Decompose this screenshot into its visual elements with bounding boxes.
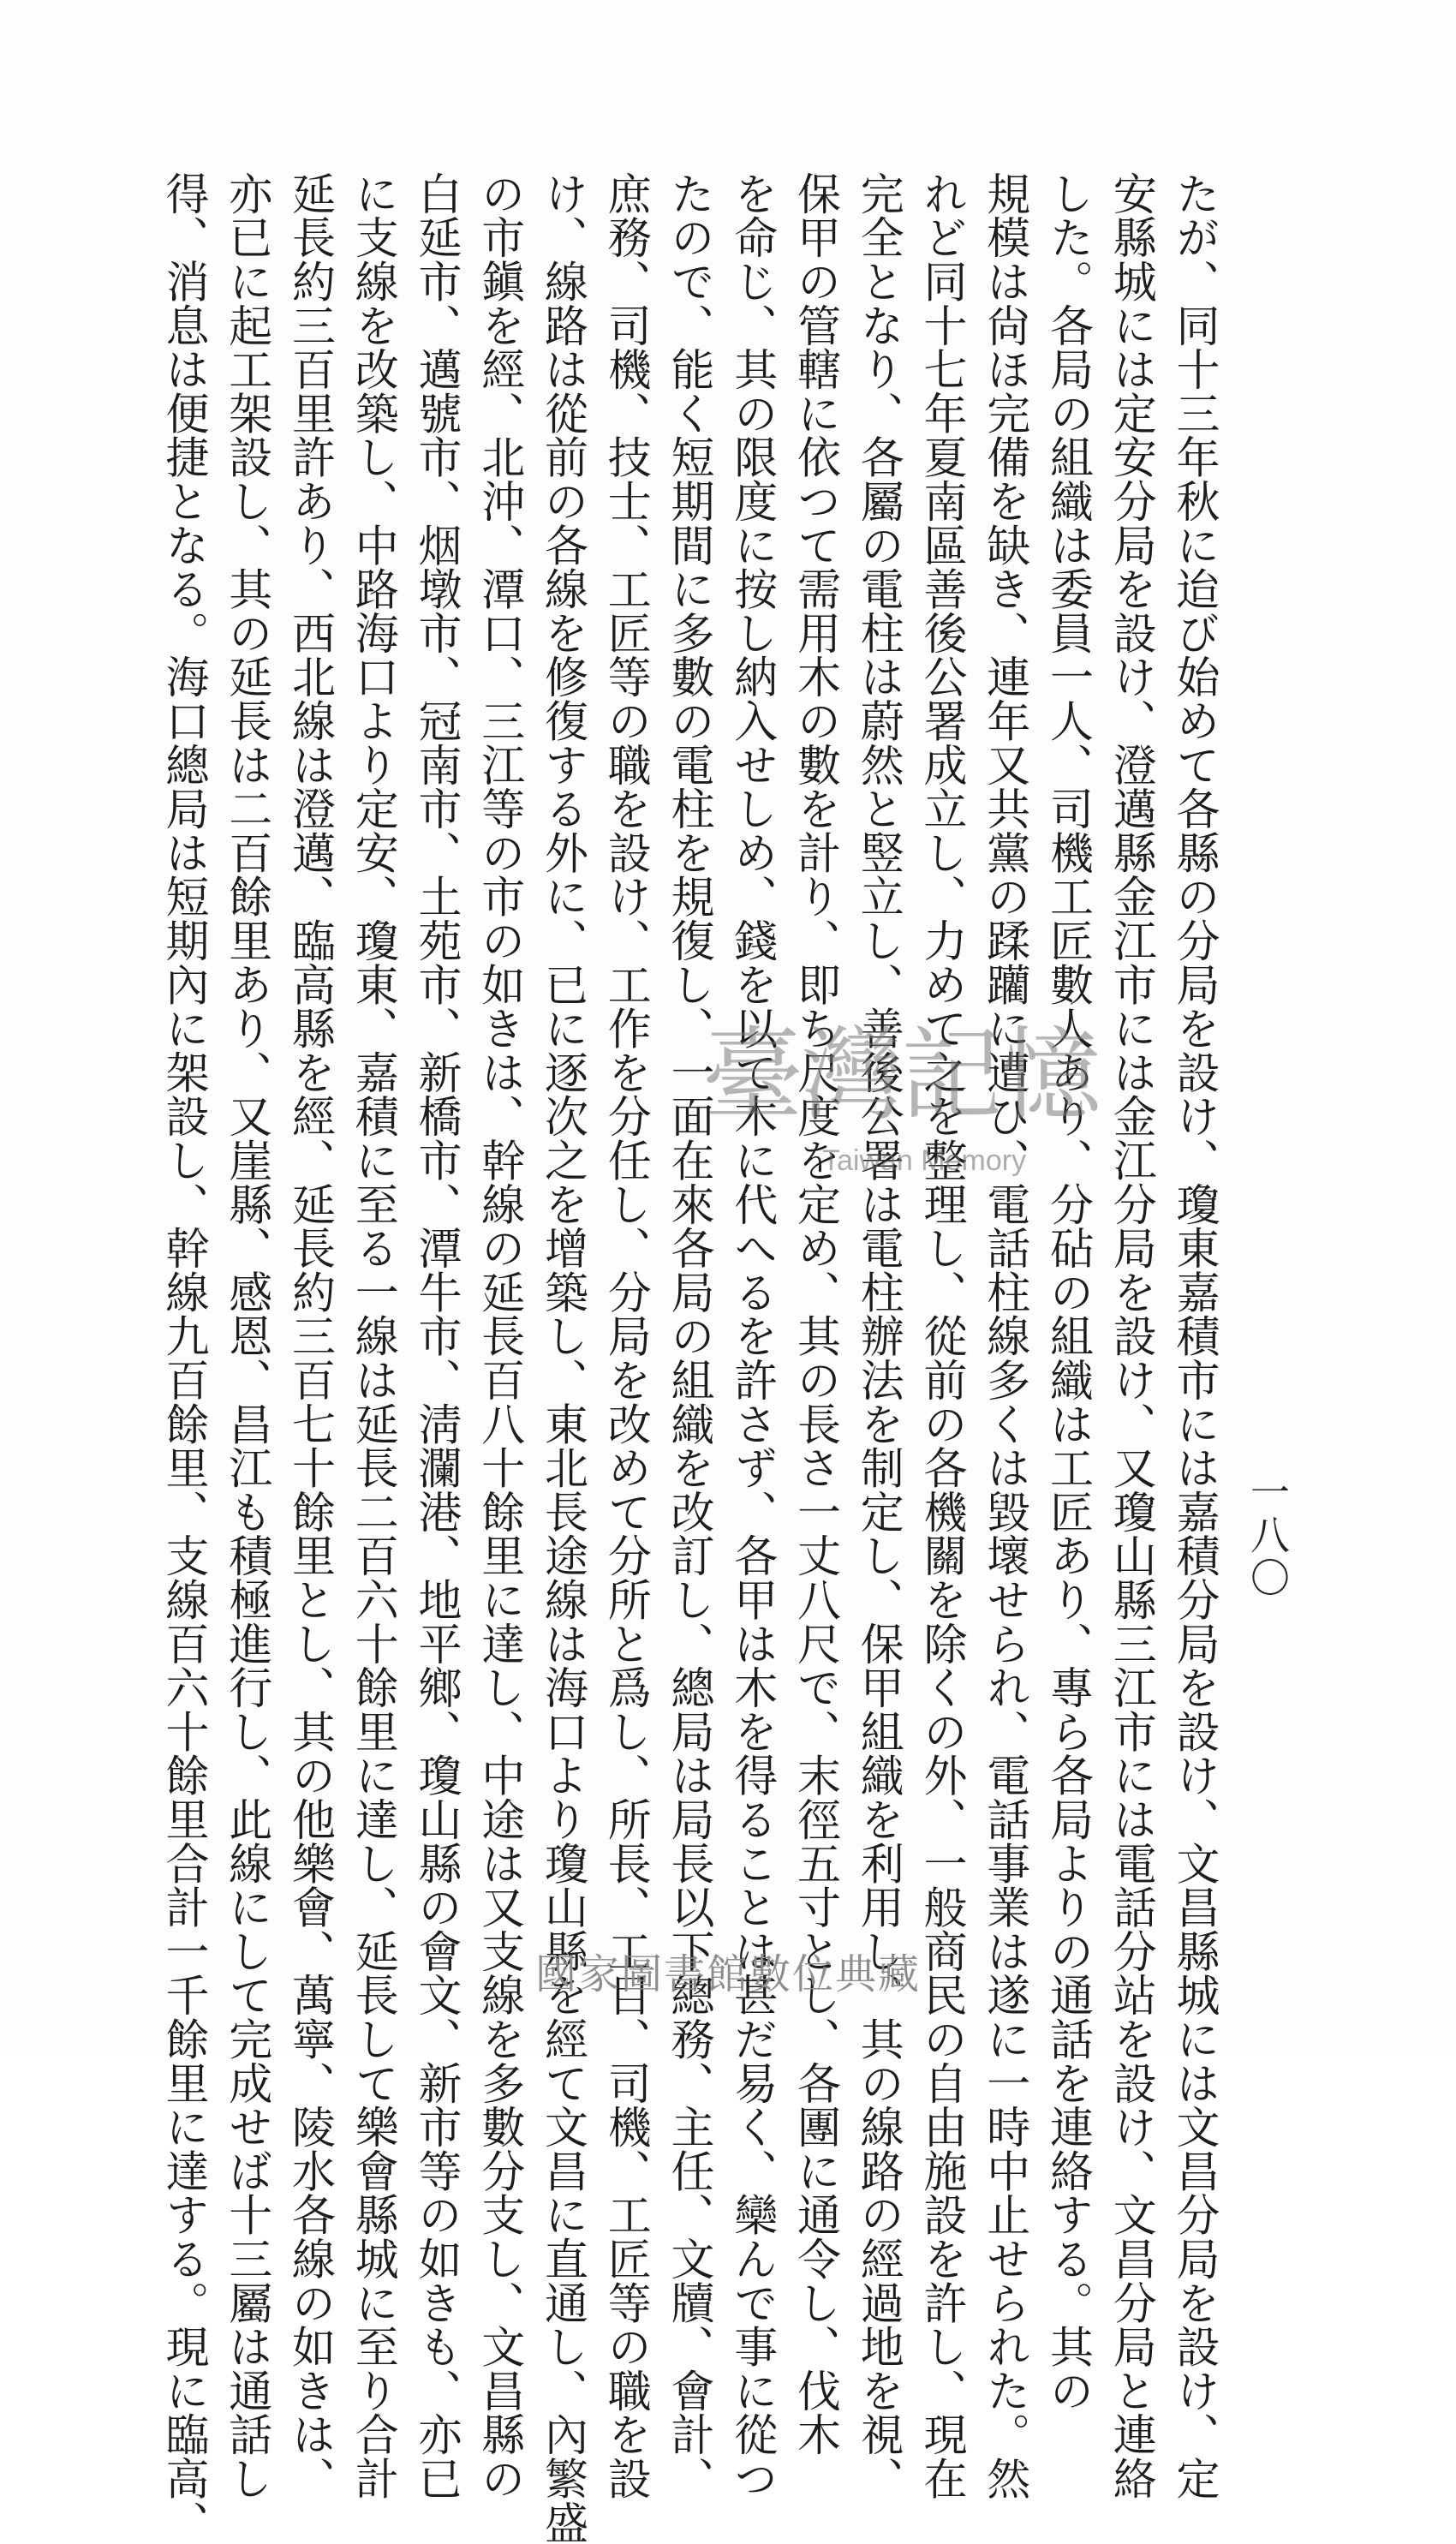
text-column-12: の市鎭を經、北沖、潭口、三江等の市の如きは、幹線の延長百八十餘里に達し、中途は又支線を多數分支し、文昌縣の [473, 171, 524, 2500]
text-column-2: 安縣城には定安分局を設け、澄邁縣金江市には金江分局を設け、又瓊山縣三江市には電話分站を設け、文昌分局と連絡 [1105, 171, 1156, 2500]
text-column-16: 亦已に起工架設し、其の延長は二百餘里あり、又崖縣、感恩、昌江も積極進行し、此線にして完成せば十三屬は通話し [220, 171, 272, 2500]
text-column-7: 保甲の管轄に依つて需用木の數を計り、即ち尺度を定め、其の長さ一丈八尺で、末徑五寸とし、各團に通令し、伐木 [789, 171, 840, 2457]
text-column-3: した。各局の組織は委員一人、司機工匠數人あり、分砧の組織は工匠あり、專ら各局よりの通話を連絡する。其の [1041, 171, 1093, 2413]
page-number: 一八〇 [1244, 1472, 1291, 1600]
taiwan-memory-watermark [702, 1015, 1182, 1212]
text-column-1: たが、同十三年秋に迨び始めて各縣の分局を設け、瓊東嘉積市には嘉積分局を設け、文昌縣城には文昌分局を設け、定 [1168, 171, 1219, 2500]
text-column-4: 規模は尙ほ完備を缺き、連年又共黨の蹂躪に遭ひ、電話柱線多くは毀壞せられ、電話事業は遂に一時中止せられた。然 [978, 171, 1029, 2500]
watermark-subtitle: Taiwan Memory [822, 1144, 1027, 1177]
text-column-15: 延長約三百里許あり、西北線は澄邁、臨高縣を經、延長約三百七十餘里とし、其の他樂會、萬寧、陵水各線の如きは、 [283, 171, 335, 2500]
text-column-14: に支線を改築し、中路海口より定安、瓊東、嘉積に至る一線は延長二百六十餘里に達し、延長して樂會縣城に至り合計 [347, 171, 398, 2500]
text-column-13: 白延市、邁號市、烟墩市、冠南市、土苑市、新橋市、潭牛市、淸瀾港、地平鄉、瓊山縣の會文、新市等の如きも、亦已 [410, 171, 461, 2500]
text-column-6: 完全となり、各屬の電柱は蔚然と竪立し、善後公署は電柱辦法を制定し、保甲組織を利用し、其の線路の經過地を視、 [852, 171, 904, 2500]
watermark-title: 臺灣記憶 [702, 1016, 1101, 1134]
text-column-5: れど同十七年夏南區善後公署成立し、力めて之を整理し、從前の各機關を除くの外、一般商民の自由施設を許し、現在 [916, 171, 966, 2500]
text-column-9: たので、能く短期間に多數の電柱を規復し、一面在來各局の組織を改訂し、總局は局長以下總務、主任、文牘、會計、 [663, 171, 713, 2500]
text-column-8: を命じ、其の限度に按し納入せしめ、錢を以て木に代へるを許さず、各甲は木を得ることは甚だ易く、欒んで事に從つ [725, 171, 777, 2500]
text-column-10: 庶務、司機、技士、工匠等の職を設け、工作を分任し、分局を改めて分所と爲し、所長、工目、司機、工匠等の職を設 [600, 171, 651, 2500]
text-column-11: け、線路は從前の各線を修復する外に、已に逐次之を增築し、東北長途線は海口より瓊山縣を經て文昌に直通し、內繁盛 [536, 171, 588, 2544]
library-footer: 國家圖書館數位典藏 [534, 1950, 921, 1998]
text-column-17: 得、消息は便捷となる。海口總局は短期內に架設し、幹線九百餘里、支線百六十餘里合計一千餘里に達する。現に臨高、 [158, 171, 208, 2544]
